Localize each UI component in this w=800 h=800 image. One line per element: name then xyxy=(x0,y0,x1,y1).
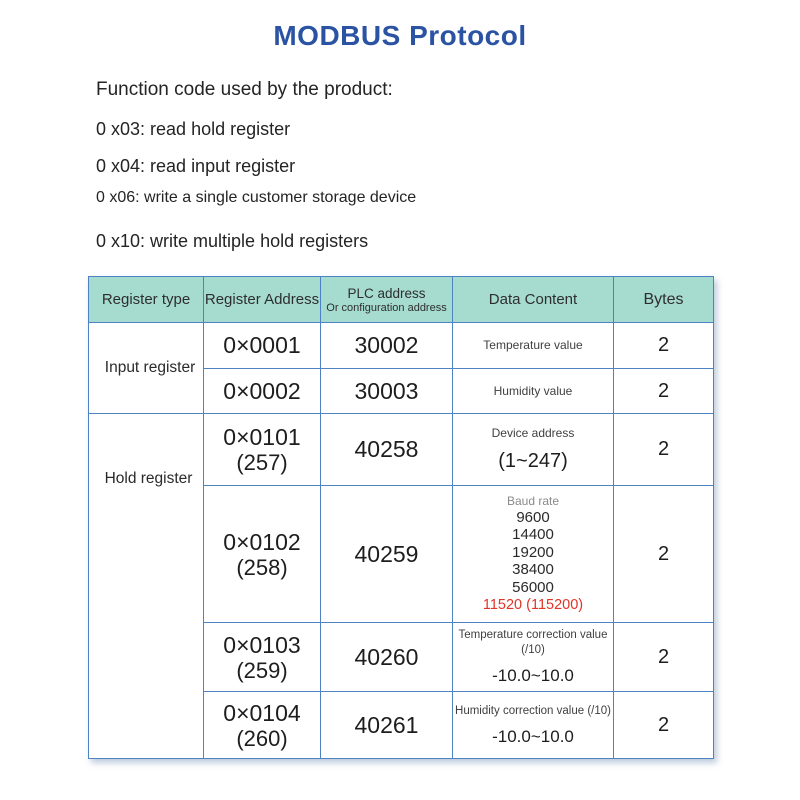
page-title: MODBUS Protocol xyxy=(273,20,527,51)
cell-bytes: 2 xyxy=(614,414,714,486)
table-row-hold-1 xyxy=(89,414,714,486)
table-header-row xyxy=(89,277,714,323)
header-register-type: Register type xyxy=(89,277,204,323)
cell-data-content-baud xyxy=(453,486,614,623)
cell-register-address: 0×0002 xyxy=(204,369,321,414)
header-register-address: Register Address xyxy=(204,277,321,323)
data-content-label: Device address xyxy=(491,426,575,440)
data-content-value: -10.0~10.0 xyxy=(492,726,574,746)
function-code-line-10: 0 x10: write multiple hold registers xyxy=(96,231,369,251)
data-content-label: Baud rate xyxy=(506,493,560,508)
cell-data-content xyxy=(453,623,614,692)
header-bytes: Bytes xyxy=(614,277,714,323)
header-plc-address-line2: Or configuration address xyxy=(326,301,447,314)
baud-rate-option: 14400 xyxy=(512,526,554,544)
cell-plc-address: 40258 xyxy=(321,414,453,486)
register-address-hex: 0×0104 xyxy=(223,699,301,726)
cell-plc-address: 40260 xyxy=(321,623,453,692)
data-content-label: Humidity value xyxy=(493,383,573,398)
data-content-value: (1~247) xyxy=(498,450,568,472)
register-address-dec: (258) xyxy=(236,554,288,580)
register-address-dec: (259) xyxy=(236,657,288,683)
cell-bytes: 2 xyxy=(614,486,714,623)
header-data-content: Data Content xyxy=(453,277,614,323)
register-address-hex: 0×0103 xyxy=(223,631,301,658)
cell-data-content xyxy=(453,323,614,369)
cell-plc-address: 30002 xyxy=(321,323,453,369)
baud-rate-option: 38400 xyxy=(512,561,554,579)
cell-register-address xyxy=(204,486,321,623)
cell-register-type-input: Input register xyxy=(89,323,204,414)
cell-register-address xyxy=(204,692,321,759)
baud-rate-option: 19200 xyxy=(512,543,554,561)
cell-plc-address: 40261 xyxy=(321,692,453,759)
header-plc-address xyxy=(321,277,453,323)
baud-rate-highlight: 11520 (115200) xyxy=(482,597,584,614)
data-content-value: -10.0~10.0 xyxy=(492,666,574,685)
register-address-dec: (260) xyxy=(236,725,288,751)
data-content-label: Temperature value xyxy=(483,338,583,352)
cell-plc-address: 40259 xyxy=(321,486,453,623)
data-content-label: Temperature correction value (/10) xyxy=(458,629,608,656)
baud-rate-option: 9600 xyxy=(516,508,550,526)
cell-bytes: 2 xyxy=(614,623,714,692)
cell-register-type-hold: Hold register xyxy=(89,414,204,759)
function-code-line-04: 0 x04: read input register xyxy=(96,156,296,176)
cell-data-content xyxy=(453,692,614,759)
function-code-heading: Function code used by the product: xyxy=(96,79,393,100)
modbus-register-table xyxy=(88,276,714,759)
cell-register-address xyxy=(204,623,321,692)
function-code-line-03: 0 x03: read hold register xyxy=(96,119,291,139)
register-address-dec: (257) xyxy=(236,450,288,475)
cell-bytes: 2 xyxy=(614,369,714,414)
cell-register-address: 0×0001 xyxy=(204,323,321,369)
register-address-hex: 0×0101 xyxy=(223,424,301,450)
baud-rate-option: 56000 xyxy=(512,578,554,596)
cell-register-address xyxy=(204,414,321,486)
cell-bytes: 2 xyxy=(614,323,714,369)
function-code-line-06: 0 x06: write a single customer storage device xyxy=(96,189,417,206)
data-content-label: Humidity correction value (/10) xyxy=(455,704,611,717)
header-plc-address-line1: PLC address xyxy=(347,285,426,301)
table-row-input-1 xyxy=(89,323,714,369)
register-address-hex: 0×0102 xyxy=(223,528,301,555)
cell-data-content xyxy=(453,414,614,486)
cell-plc-address: 30003 xyxy=(321,369,453,414)
cell-bytes: 2 xyxy=(614,692,714,759)
cell-data-content xyxy=(453,369,614,414)
